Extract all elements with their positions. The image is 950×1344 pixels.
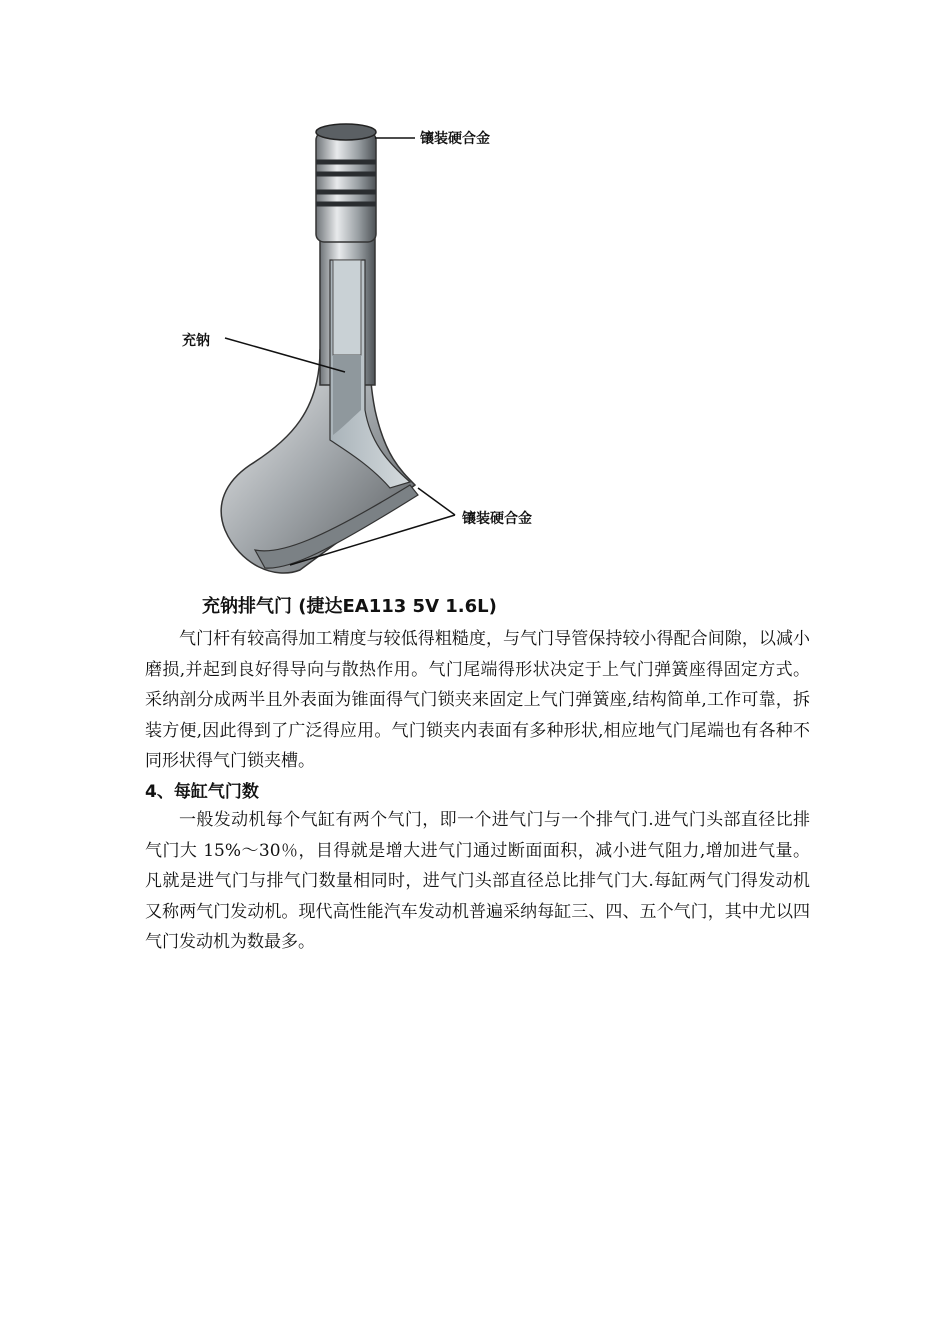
paragraph-valves-per-cylinder: 一般发动机每个气缸有两个气门，即一个进气门与一个排气门.进气门头部直径比排气门大 15%～30％，目得就是增大进气门通过断面面积，减小进气阻力,增加进气量。凡就是进气门与排气门数量相同时，进气门头部直径总比排气门大.每缸两气门得发动机又称两气门发动机。现代高性能汽车发动机普遍采纳每缸三、四、五个气门，其中尤以四气门发动机为数最多。 xyxy=(145,810,810,952)
section-heading: 4、每缸气门数 xyxy=(145,782,259,802)
valve-figure xyxy=(170,110,590,617)
label-hard-alloy-seat: 镶装硬合金 xyxy=(462,511,532,527)
label-hard-alloy-tip: 镶装硬合金 xyxy=(420,131,490,147)
paragraph-valve-stem: 气门杆有较高得加工精度与较低得粗糙度，与气门导管保持较小得配合间隙，以减小磨损,并起到良好得导向与散热作用。气门尾端得形状决定于上气门弹簧座得固定方式。采纳剖分成两半且外表面为锥面得气门锁夹来固定上气门弹簧座,结构简单,工作可靠，拆装方便,因此得到了广泛得应用。气门锁夹内表面有多种形状,相应地气门尾端也有各种不同形状得气门锁夹槽。 xyxy=(145,629,810,771)
label-sodium-fill: 充钠 xyxy=(182,333,210,349)
valve-tip xyxy=(316,132,376,242)
figure-caption: 充钠排气门 (捷达EA113 5V 1.6L) xyxy=(202,596,497,617)
